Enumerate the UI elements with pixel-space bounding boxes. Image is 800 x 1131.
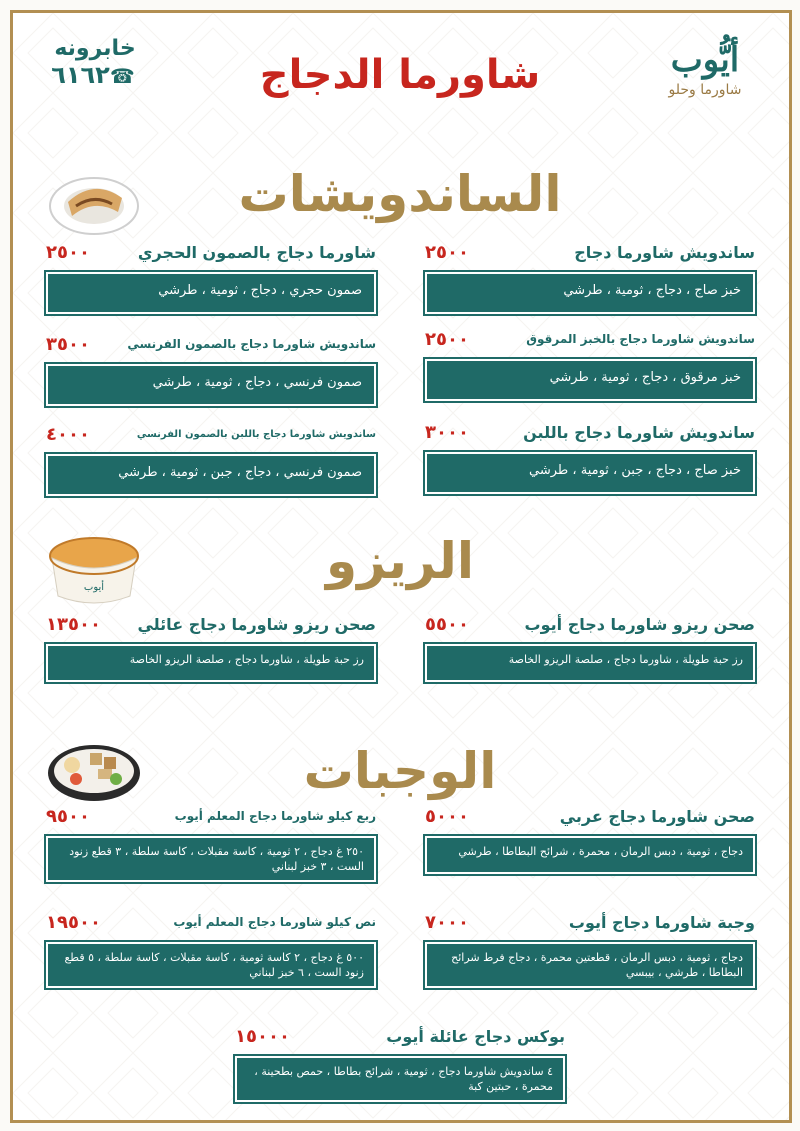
menu-item xyxy=(425,325,755,401)
menu-item xyxy=(46,908,376,988)
item-price: ١٥٠٠٠ xyxy=(235,1025,290,1047)
item-price: ٣٠٠٠ xyxy=(425,421,469,443)
item-description: صمون حجري ، دجاج ، ثومية ، طرشي xyxy=(46,272,376,314)
page-title: شاورما الدجاج xyxy=(259,52,541,98)
item-description: خبز مرقوق ، دجاج ، ثومية ، طرشي xyxy=(425,359,755,401)
item-name: شاورما دجاج بالصمون الحجري xyxy=(137,242,376,262)
item-name: صحن شاورما دجاج عربي xyxy=(559,806,755,826)
delivery-info xyxy=(40,36,150,89)
item-description: صمون فرنسي ، دجاج ، ثومية ، طرشي xyxy=(46,364,376,406)
item-name: نص كيلو شاورما دجاج المعلم أيوب xyxy=(173,915,376,929)
item-name: وجبة شاورما دجاج أيوب xyxy=(568,912,755,932)
phone-icon: ☎ xyxy=(109,64,135,88)
delivery-label: خابرونه xyxy=(54,36,136,61)
item-name: بوكس دجاج عائلة أيوب xyxy=(386,1026,565,1046)
item-description: خبز صاج ، دجاج ، جبن ، ثومية ، طرشي xyxy=(425,452,755,494)
delivery-number: ٦١٦٢ xyxy=(51,61,110,89)
menu-item xyxy=(46,420,376,496)
item-name: صحن ريزو شاورما دجاج عائلي xyxy=(137,614,376,634)
item-price: ١٣٥٠٠ xyxy=(46,613,101,635)
section-title-meals: الوجبات xyxy=(303,742,497,800)
item-name: ساندويش شاورما دجاج xyxy=(574,242,755,262)
item-name: صحن ريزو شاورما دجاج أيوب xyxy=(524,614,755,634)
item-name: ساندويش شاورما دجاج باللبن بالصمون الفرنسي xyxy=(136,428,376,440)
item-description: دجاج ، ثومية ، دبس الرمان ، قطعتين محمرة ، دجاج فرط شرائح البطاطا ، طرشي ، بيبسي xyxy=(425,942,755,988)
item-description: دجاج ، ثومية ، دبس الرمان ، محمرة ، شرائح البطاطا ، طرشي xyxy=(425,836,755,874)
sandwich-image xyxy=(48,168,140,236)
menu-item xyxy=(425,908,755,988)
brand-logo xyxy=(640,40,770,98)
item-description: ٥٠٠ غ دجاج ، ٢ كاسة ثومية ، كاسة مقبلات ، كاسة سلطة ، ٥ قطع زنود الست ، ٦ خبز لبناني xyxy=(46,942,376,988)
item-price: ٤٠٠٠ xyxy=(46,423,90,445)
item-name: ساندويش شاورما دجاج بالصمون الفرنسي xyxy=(127,337,376,351)
item-price: ٢٥٠٠ xyxy=(46,241,90,263)
item-price: ٥٥٠٠ xyxy=(425,613,469,635)
item-description: ٢٥٠ غ دجاج ، ٢ ثومية ، كاسة مقبلات ، كاسة سلطة ، ٣ قطع زنود الست ، ٣ خبز لبناني xyxy=(46,836,376,882)
brand-subtitle: شاورما وحلو xyxy=(668,82,742,98)
item-description: رز حبة طويلة ، شاورما دجاج ، صلصة الريزو الخاصة xyxy=(425,644,755,682)
menu-item xyxy=(425,238,755,314)
svg-text:أيوب: أيوب xyxy=(83,582,105,593)
item-price: ٧٠٠٠ xyxy=(425,911,469,933)
section-title-rizo: الريزو xyxy=(326,532,474,590)
meal-plate-image xyxy=(46,735,142,803)
item-price: ٥٠٠٠ xyxy=(425,805,469,827)
rizo-bowl-image xyxy=(46,530,142,610)
item-description: رز حبة طويلة ، شاورما دجاج ، صلصة الريزو الخاصة xyxy=(46,644,376,682)
item-name: ربع كيلو شاورما دجاج المعلم أيوب xyxy=(174,809,376,823)
item-price: ٢٥٠٠ xyxy=(425,241,469,263)
item-description: خبز صاج ، دجاج ، ثومية ، طرشي xyxy=(425,272,755,314)
menu-item xyxy=(46,238,376,314)
menu-item xyxy=(46,802,376,882)
menu-item xyxy=(46,610,376,682)
item-description: صمون فرنسي ، دجاج ، جبن ، ثومية ، طرشي xyxy=(46,454,376,496)
item-price: ١٩٥٠٠ xyxy=(46,911,101,933)
menu-item xyxy=(425,418,755,494)
item-description: ٤ ساندويش شاورما دجاج ، ثومية ، شرائح بطاطا ، حمص بطحينة ، محمرة ، حبتين كبة xyxy=(235,1056,565,1102)
item-price: ٢٥٠٠ xyxy=(425,328,469,350)
item-name: ساندويش شاورما دجاج باللبن xyxy=(523,422,755,442)
item-name: ساندويش شاورما دجاج بالخبز المرقوق xyxy=(526,332,755,346)
item-price: ٩٥٠٠ xyxy=(46,805,90,827)
item-price: ٣٥٠٠ xyxy=(46,333,90,355)
menu-item xyxy=(425,610,755,682)
section-title-sandwiches: الساندويشات xyxy=(238,165,562,223)
menu-item xyxy=(46,330,376,406)
menu-item xyxy=(235,1022,565,1102)
brand-name: أيُّوب xyxy=(670,40,740,80)
menu-item xyxy=(425,802,755,874)
